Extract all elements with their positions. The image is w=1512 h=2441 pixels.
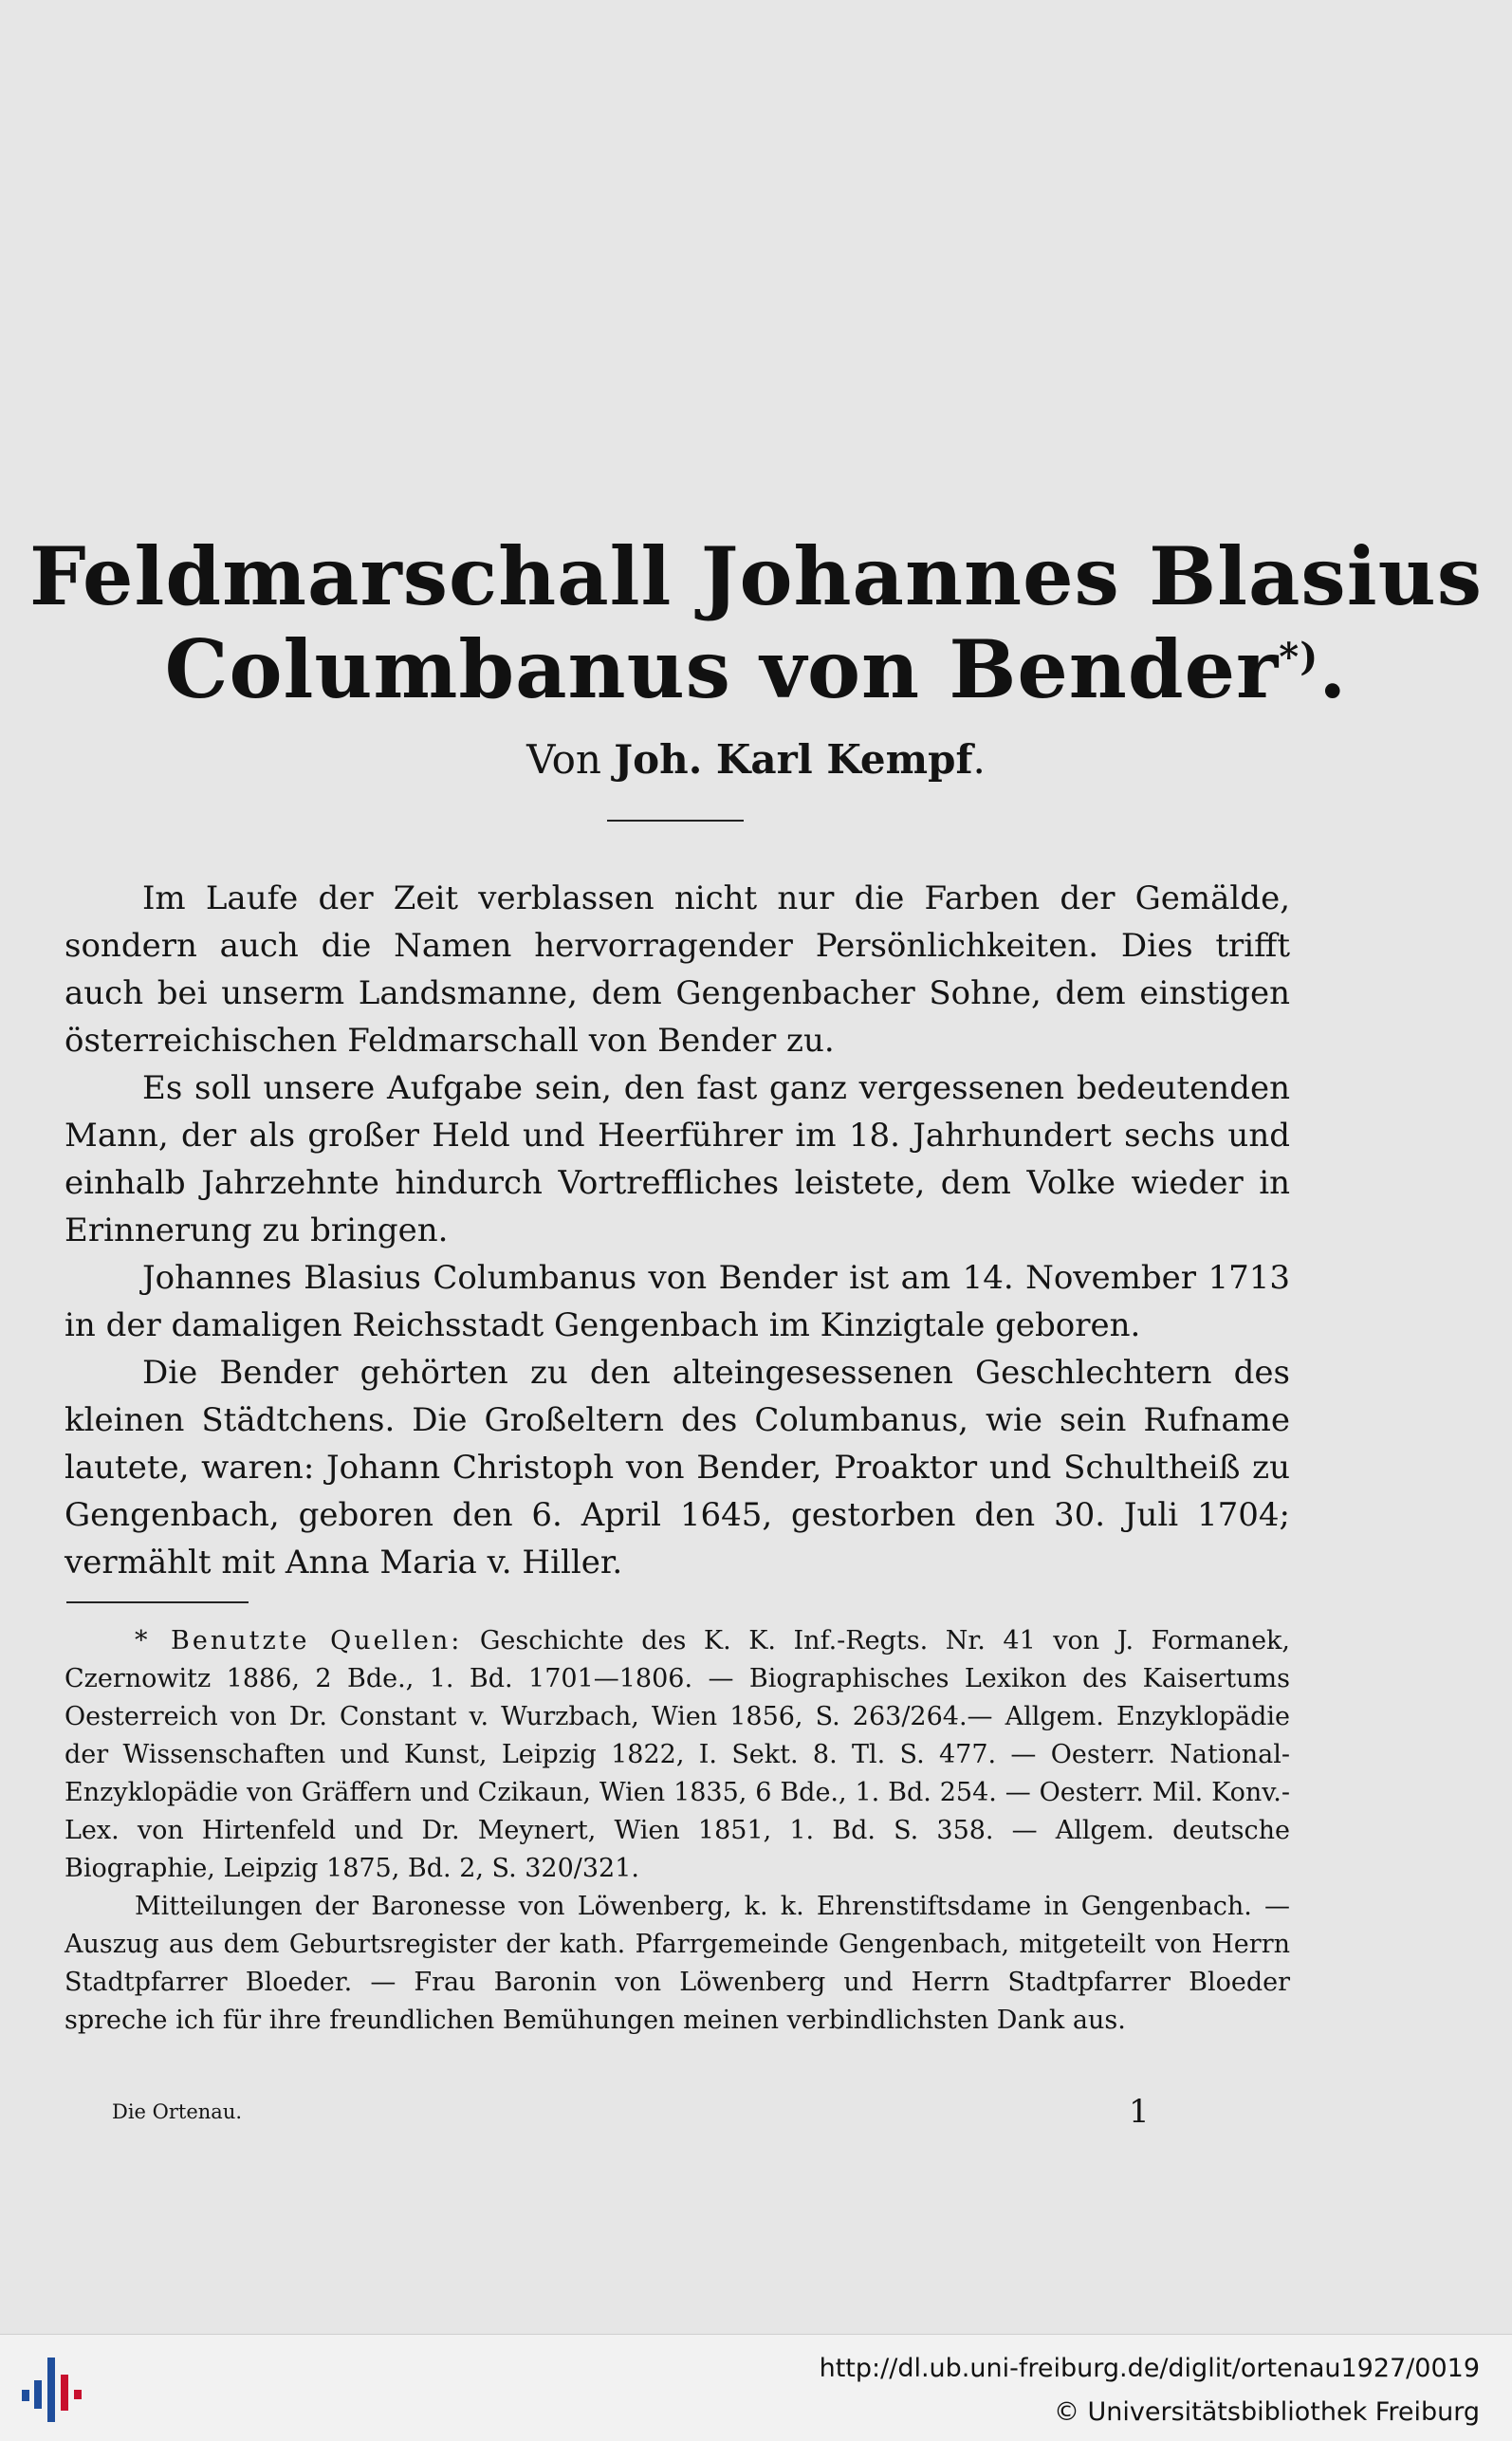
footnote-sources: * Benutzte Quellen: Geschichte des K. K. Inf.-Regts. Nr. 41 von J. Formanek, Czernowitz 1886, 2 Bde., 1. Bd. 1701—1806. — Biographisches Lexikon des Kaisertums Oesterreich von Dr. Constant v. Wurzbach, Wien 1856, S. 263/264.— Allgem. Enzyklopädie der Wissenschaften und Kunst, Leipzig 1822, I. Sekt. 8. Tl. S. 477. — Oesterr. National-Enzyklopädie von Gräffern und Czikaun, Wien 1835, 6 Bde., 1. Bd. 254. — Oesterr. Mil. Konv.-Lex. von Hirtenfeld und Dr. Meynert, Wien 1851, 1. Bd. S. 358. — Allgem. deutsche Biographie, Leipzig 1875, Bd. 2, S. 320/321. (65, 1626, 1290, 1883)
article-title-line-2: Columbanus von Bender*). (164, 622, 1348, 716)
paragraph: Die Bender gehörten zu den alteingesessenen Geschlechtern des kleinen Städtchens. Die Großeltern des Columbanus, wie sein Rufname lautete, waren: Johann Christoph von Bender, Proaktor und Schultheiß zu Gengenbach, geboren den 6. April 1645, gestorben den 30. Juli 1704; vermählt mit Anna Maria v. Hiller. (65, 1354, 1290, 1581)
footnote-acknowledgement: Mitteilungen der Baronesse von Löwenberg, k. k. Ehrenstiftsdame in Gengenbach. — Auszug aus dem Geburtsregister der kath. Pfarrgemeinde Gengenbach, mitgeteilt von Herrn Stadtpfarrer Bloeder. — Frau Baronin von Löwenberg und Herrn Stadtpfarrer Bloeder spreche ich für ihre freundlichen Bemühungen meinen verbindlichsten Dank aus. (65, 1892, 1290, 2035)
permalink-url[interactable]: http://dl.ub.uni-freiburg.de/diglit/ortenau1927/0019 (819, 2354, 1480, 2383)
viewer-footer-bar (0, 2334, 1512, 2441)
footnote-divider (66, 1601, 249, 1603)
copyright-notice: © Universitätsbibliothek Freiburg (1053, 2397, 1480, 2427)
paragraph: Johannes Blasius Columbanus von Bender ist am 14. November 1713 in der damaligen Reichsstadt Gengenbach im Kinzigtale geboren. (65, 1259, 1290, 1344)
university-library-logo-icon (19, 2352, 95, 2428)
journal-signature: Die Ortenau. (112, 2100, 243, 2123)
paragraph: Es soll unsere Aufgabe sein, den fast ganz vergessenen bedeutenden Mann, der als großer Held und Heerführer im 18. Jahrhundert sechs und einhalb Jahrzehnte hindurch Vortreffliches leistete, dem Volke wieder in Erinnerung zu bringen. (65, 1069, 1290, 1249)
footnote-label: * Benutzte Quellen: (135, 1626, 463, 1655)
title-footnote-marker: *) (1279, 635, 1319, 679)
author-name: Joh. Karl Kempf (614, 736, 973, 783)
title-divider (607, 820, 744, 822)
sheet-signature: 1 (1129, 2093, 1150, 2131)
article-title-line-1: Feldmarschall Johannes Blasius (29, 529, 1483, 623)
author-line: Von Joh. Karl Kempf. (526, 736, 986, 783)
paragraph: Im Laufe der Zeit verblassen nicht nur die Farben der Gemälde, sondern auch die Namen hervorragender Persönlichkeiten. Dies trifft auch bei unserm Landsmanne, dem Gengenbacher Sohne, dem einstigen österreichischen Feldmarschall von Bender zu. (65, 879, 1290, 1060)
footnotes (65, 1622, 1290, 2040)
article-body (65, 875, 1290, 1586)
